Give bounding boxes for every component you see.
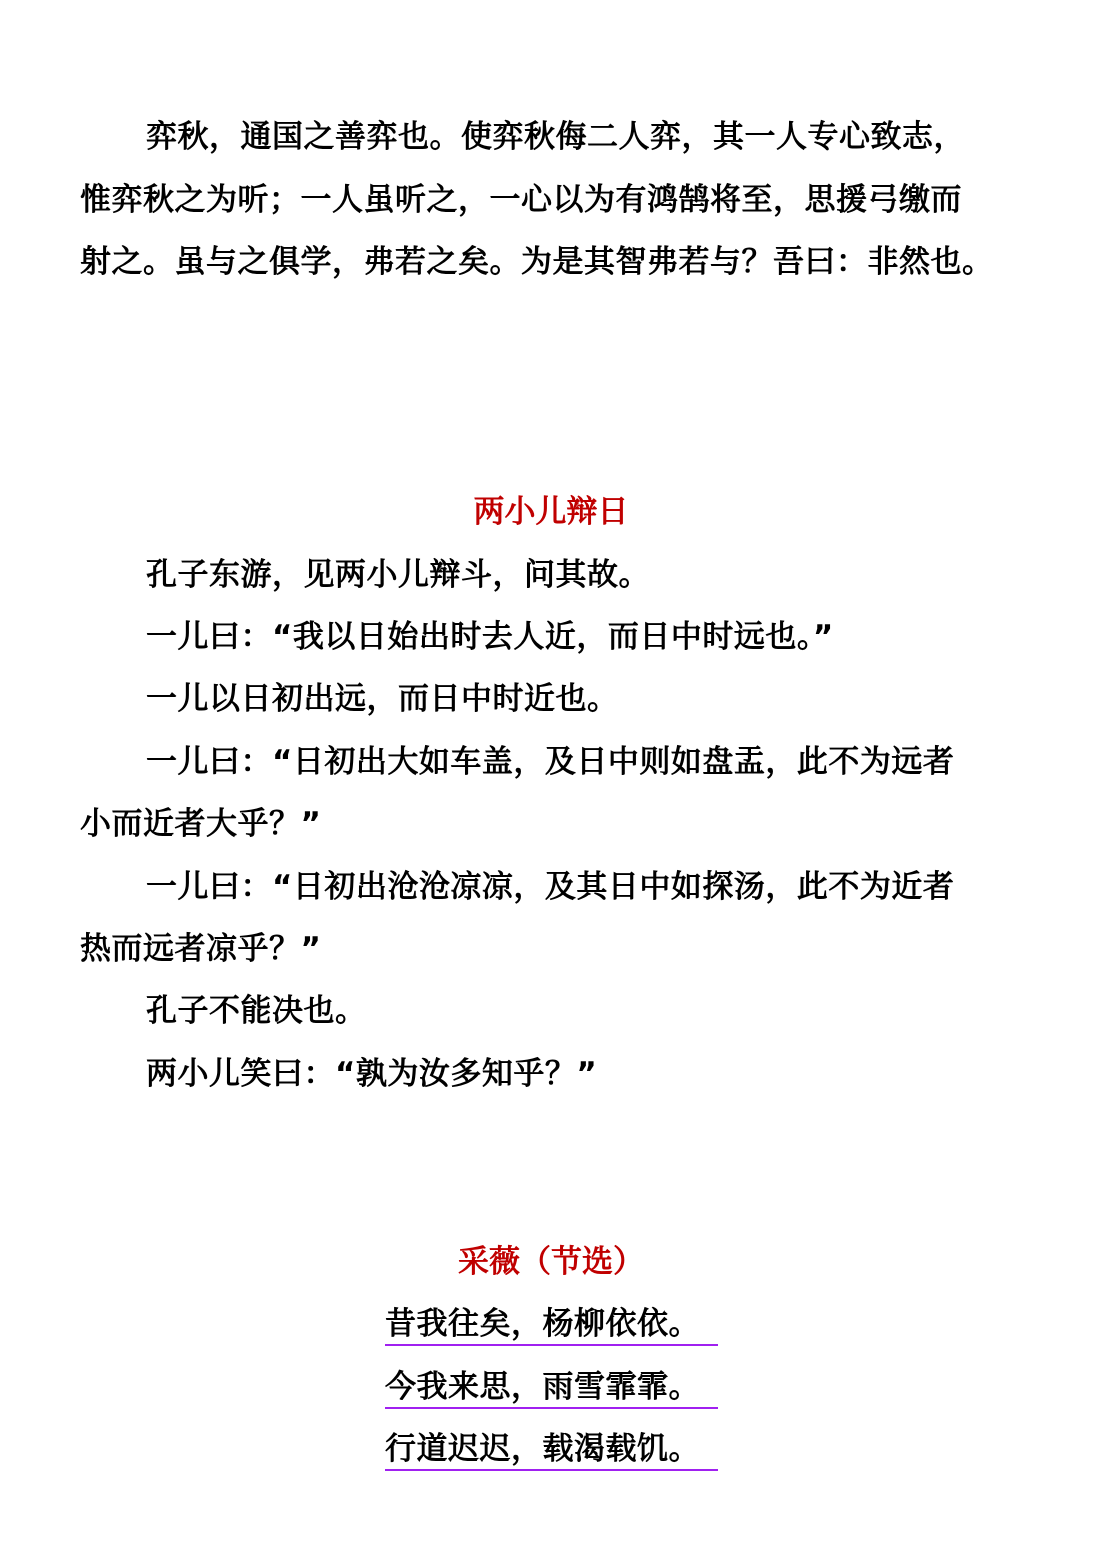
passage2-line-2: 一儿曰：“我以日始出时去人近，而日中时远也。”: [146, 619, 834, 655]
passage2-line-3: 一儿以日初出远，而日中时近也。: [146, 681, 619, 717]
poem-line-1: [385, 1304, 718, 1348]
passage2-line-5: 小而近者大乎？”: [80, 806, 322, 842]
poem-line-3-text: 行道迟迟，载渴载饥。: [385, 1431, 700, 1467]
passage1-line-2: 惟弈秋之为听；一人虽听之，一心以为有鸿鹄将至，思援弓缴而: [80, 182, 962, 218]
poem-line-2-text: 今我来思，雨雪霏霏。: [385, 1369, 700, 1405]
passage3-title: 采薇（节选）: [458, 1244, 644, 1280]
passage2-line-1: 孔子东游，见两小儿辩斗，问其故。: [146, 557, 650, 593]
poem-line-2: [385, 1367, 718, 1411]
poem-line-3: [385, 1429, 718, 1473]
passage2-line-9: 两小儿笑曰：“孰为汝多知乎？”: [146, 1056, 598, 1092]
poem-line-2-underline: [385, 1407, 718, 1409]
passage2-line-7: 热而远者凉乎？”: [80, 931, 322, 967]
poem-line-3-underline: [385, 1469, 718, 1471]
passage2-line-8: 孔子不能决也。: [146, 993, 367, 1029]
poem-line-1-text: 昔我往矣，杨柳依依。: [385, 1306, 700, 1342]
poem-line-1-underline: [385, 1344, 718, 1346]
passage1-line-3: 射之。虽与之俱学，弗若之矣。为是其智弗若与？吾曰：非然也。: [80, 244, 994, 280]
passage2-title: 两小儿辩日: [473, 494, 629, 530]
passage2-line-4: 一儿曰：“日初出大如车盖，及日中则如盘盂，此不为远者: [146, 744, 955, 780]
passage1-line-1: 弈秋，通国之善弈也。使弈秋侮二人弈，其一人专心致志，: [146, 119, 965, 155]
passage2-line-6: 一儿曰：“日初出沧沧凉凉，及其日中如探汤，此不为近者: [146, 869, 955, 905]
